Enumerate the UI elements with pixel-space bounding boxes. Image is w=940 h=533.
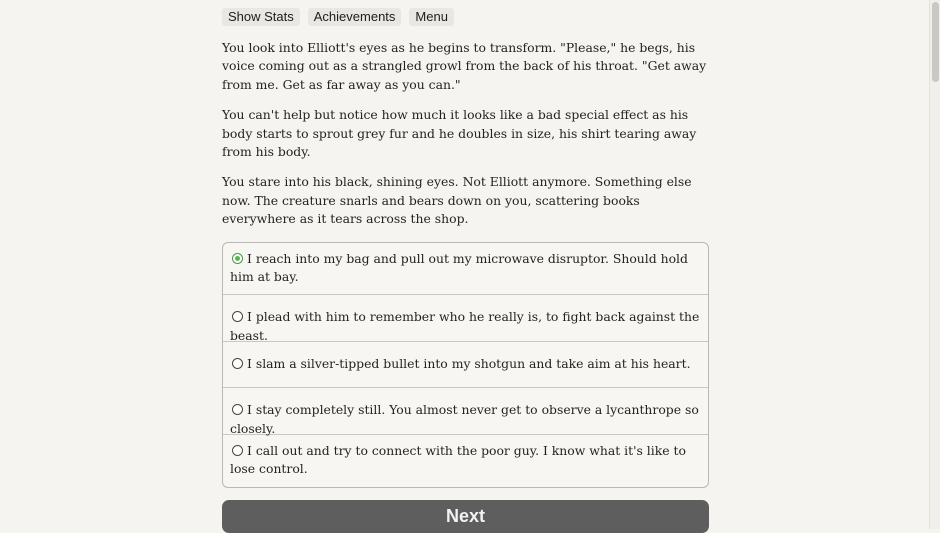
choice-list: [222, 242, 709, 488]
toolbar: [222, 8, 709, 26]
choice-option-2[interactable]: [223, 294, 708, 341]
choice-option-5[interactable]: [223, 434, 708, 487]
choice-label: I reach into my bag and pull out my microwave disruptor. Should hold him at bay.: [230, 250, 688, 285]
radio-icon[interactable]: [232, 358, 243, 369]
story-paragraph-1: You look into Elliott's eyes as he begins to transform. "Please," he begs, his voice coming out as a strangled growl from the back of his throat. "Get away from me. Get as far away as you can.": [222, 40, 707, 92]
menu-button[interactable]: Menu: [409, 8, 454, 26]
choice-option-1[interactable]: [223, 243, 708, 295]
choice-label: I plead with him to remember who he really is, to fight back against the beast.: [230, 309, 700, 343]
radio-icon[interactable]: [232, 445, 243, 456]
choice-option-3[interactable]: [223, 341, 708, 388]
achievements-button[interactable]: Achievements: [308, 8, 402, 26]
choice-option-4[interactable]: [223, 387, 708, 434]
scrollbar[interactable]: [929, 0, 940, 529]
choice-label: I stay completely still. You almost never get to observe a lycanthrope so closely.: [230, 402, 699, 436]
radio-icon[interactable]: [232, 311, 243, 322]
choice-label: I call out and try to connect with the poor guy. I know what it's like to lose control.: [230, 442, 686, 477]
story-paragraph-2: You can't help but notice how much it looks like a bad special effect as his body starts to sprout grey fur and he doubles in size, his shirt tearing away from his body.: [222, 107, 697, 160]
radio-selected-icon[interactable]: [232, 253, 243, 264]
scrollbar-thumb[interactable]: [932, 2, 939, 82]
show-stats-button[interactable]: Show Stats: [222, 8, 300, 26]
choice-label: I slam a silver-tipped bullet into my shotgun and take aim at his heart.: [247, 355, 691, 371]
radio-icon[interactable]: [232, 404, 243, 415]
game-content: [222, 0, 709, 533]
story-paragraph-3: You stare into his black, shining eyes. Not Elliott anymore. Something else now. The creature snarls and bears down on you, scattering books everywhere as it tears across the shop.: [222, 174, 692, 227]
next-button[interactable]: Next: [222, 500, 709, 533]
